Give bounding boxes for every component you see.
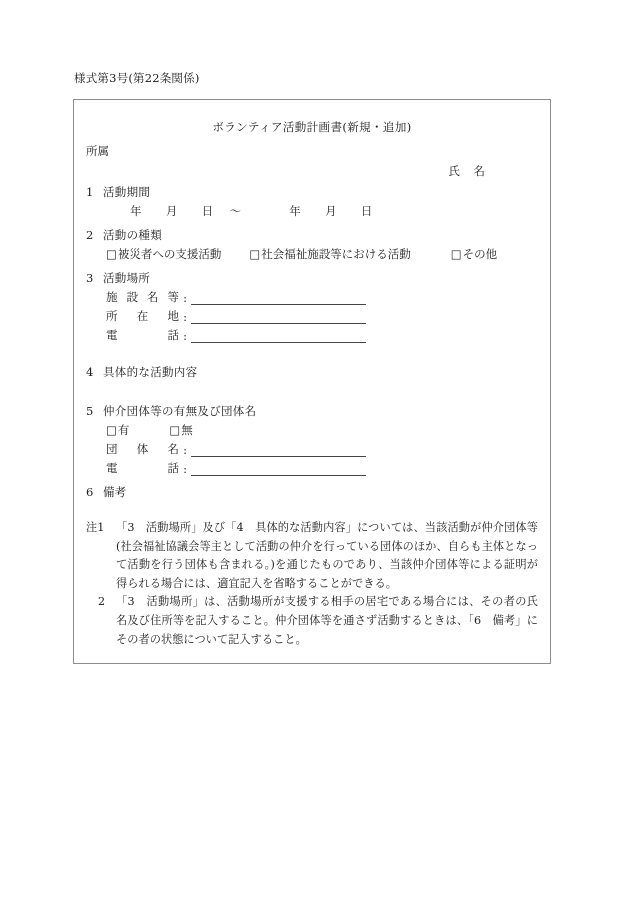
checkbox-icon: □	[249, 247, 261, 261]
section-2-title: 活動の種類	[103, 228, 162, 242]
organization-name-input[interactable]	[191, 443, 366, 457]
section-4-number: 4	[86, 365, 94, 379]
facility-name-field[interactable]	[106, 289, 366, 305]
section-3-title: 活動場所	[103, 271, 151, 285]
section-5-title: 仲介団体等の有無及び団体名	[103, 404, 257, 418]
field-colon: :	[183, 291, 187, 305]
note-1	[86, 519, 538, 593]
page-title: ボランティア活動計画書(新規・追加)	[212, 120, 412, 134]
form-number: 様式第3号(第22条関係)	[74, 71, 200, 85]
checkbox-label: 有	[117, 423, 130, 437]
checkbox-icon: □	[106, 423, 117, 437]
note-2-text: 「3 活動場所」は、活動場所が支援する相手の居宅である場合には、その者の氏名及び住所等を記入すること。仲介団体等を通さず活動するときは、「6 備考」にその者の状態について記入すること。	[116, 595, 538, 646]
checkbox-has-mediator[interactable]	[106, 422, 129, 438]
period-end-year: 年	[289, 204, 302, 218]
section-6-heading	[86, 484, 127, 500]
organization-phone-field[interactable]	[106, 460, 366, 476]
section-4-title: 具体的な活動内容	[103, 365, 198, 379]
note-2-marker: 2	[98, 595, 106, 609]
checkbox-icon: □	[106, 247, 117, 261]
facility-name-input[interactable]	[191, 291, 366, 305]
field-colon: :	[183, 462, 187, 476]
section-2-heading	[86, 227, 162, 243]
note-2	[86, 593, 538, 649]
period-start-year: 年	[130, 204, 142, 218]
checkbox-label: 被災者への支援活動	[117, 247, 222, 261]
facility-address-input[interactable]	[191, 310, 366, 324]
organization-phone-label: 電話	[106, 461, 179, 475]
checkbox-label: 無	[181, 423, 193, 437]
field-colon: :	[183, 310, 187, 324]
facility-name-label: 施設名等	[106, 290, 179, 304]
name-label: 氏 名	[448, 164, 486, 178]
period-end-day: 日	[360, 204, 373, 218]
checkbox-label: 社会福祉施設等における活動	[261, 247, 411, 261]
period-range-mark: ～	[229, 204, 242, 218]
form-box	[73, 99, 551, 664]
organization-phone-input[interactable]	[191, 462, 366, 476]
form-inner	[74, 100, 550, 663]
organization-name-label: 団体名	[106, 442, 179, 456]
section-6-title: 備考	[103, 485, 127, 499]
field-colon: :	[183, 443, 187, 457]
mediator-presence-checkbox-row	[106, 422, 193, 438]
checkbox-no-mediator[interactable]	[169, 422, 192, 438]
activity-period-line	[130, 203, 373, 219]
checkbox-icon: □	[450, 247, 462, 261]
facility-phone-label: 電話	[106, 328, 179, 342]
section-6-number: 6	[86, 485, 94, 499]
section-5-number: 5	[86, 404, 94, 418]
facility-address-field[interactable]	[106, 308, 366, 324]
period-start-month: 月	[165, 204, 178, 218]
facility-phone-input[interactable]	[191, 329, 366, 343]
period-start-day: 日	[201, 204, 214, 218]
organization-name-field[interactable]	[106, 441, 366, 457]
note-1-text: 「3 活動場所」及び「4 具体的な活動内容」については、当該活動が仲介団体等(社会福祉協議会等主として活動の仲介を行っている団体のほか、自らも主体となって活動を行う団体も含まれる。)を通じたものであり、当該仲介団体等による証明が得られる場合には、適宜記入を省略することができる。	[116, 521, 538, 590]
section-1-number: 1	[86, 185, 94, 199]
notes-block	[86, 519, 538, 649]
section-3-heading	[86, 270, 150, 286]
checkbox-disaster-support[interactable]	[106, 246, 221, 262]
checkbox-label: その他	[462, 247, 498, 261]
section-5-heading	[86, 403, 256, 419]
field-colon: :	[183, 329, 187, 343]
affiliation-label: 所属	[86, 144, 109, 158]
section-4-heading	[86, 364, 197, 380]
activity-type-checkbox-row	[106, 246, 497, 262]
period-end-month: 月	[325, 204, 337, 218]
section-1-heading	[86, 184, 150, 200]
checkbox-icon: □	[169, 423, 181, 437]
section-3-number: 3	[86, 271, 94, 285]
section-2-number: 2	[86, 228, 94, 242]
note-1-marker: 注1	[86, 521, 105, 534]
facility-phone-field[interactable]	[106, 327, 366, 343]
checkbox-other[interactable]	[451, 246, 497, 262]
checkbox-welfare-facility[interactable]	[249, 246, 410, 262]
section-1-title: 活動期間	[103, 185, 151, 199]
facility-address-label: 所在地	[106, 309, 179, 323]
